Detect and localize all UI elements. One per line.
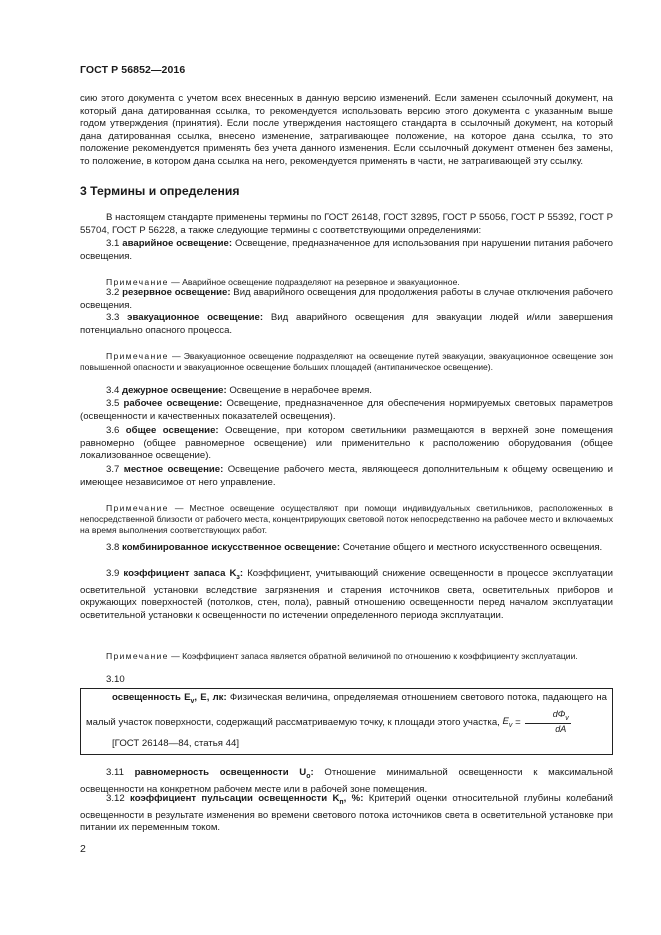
term-name: рабочее освещение: [123, 398, 223, 409]
term-3-8 [80, 542, 613, 555]
term-number: 3.12 [106, 793, 125, 804]
term-name: равномерность освещенности U [134, 767, 307, 778]
term-source: [ГОСТ 26148—84, статья 44] [112, 738, 239, 750]
term-name: коэффициент запаса K [123, 568, 237, 579]
term-3-3 [80, 312, 613, 337]
note-3-7 [80, 494, 613, 545]
note-text: — Коэффициент запаса является обратной величиной по отношению к коэффициенту эксплуатации. [171, 650, 578, 661]
note-3-3 [80, 342, 613, 382]
term-number: 3.7 [106, 464, 120, 475]
term-colon: , %: [343, 793, 364, 804]
term-3-7 [80, 464, 613, 489]
term-name: резервное освещение: [122, 287, 231, 298]
term-subscript: п [339, 798, 344, 806]
term-definition: Критерий оценки относительной глубины колебаний освещенности в результате изменения во времени светового потока источников света в осветительной установке при питании их переменным током. [80, 793, 613, 834]
intro-paragraph-block [80, 93, 613, 169]
note-3-9 [80, 642, 613, 671]
term-definition: Сочетание общего и местного искусственного освещения. [342, 542, 603, 553]
formula-denominator: dA [555, 724, 567, 735]
note-text: — Эвакуационное освещение подразделяют на освещение путей эвакуации, эвакуационное освещение зон повышенной опасности и эвакуационное освещение больших площадей (антипаническое освещение). [80, 350, 613, 372]
term-definition: Коэффициент, учитывающий снижение освещенности в процессе эксплуатации осветительной установки вследствие загрязнения и старения источников света, осветительных приборов и окружающих поверхностей (потолков, стен, пола), равный отношению освещенности перед началом эксплуатации осветительной установки к освещенности по истечении определенного периода эксплуатации. [80, 568, 613, 621]
term-number: 3.1 [106, 238, 120, 249]
note-label: Примечание [106, 650, 169, 661]
term-subscript: з [236, 573, 240, 581]
term-name-suffix: , E, лк: [194, 692, 227, 703]
document-code-header: ГОСТ Р 56852—2016 [80, 64, 186, 76]
term-number: 3.10 [106, 674, 125, 685]
formula-subscript: v [508, 722, 513, 730]
formula-symbol: E [502, 716, 509, 728]
term-definition: Освещение в нерабочее время. [229, 385, 372, 396]
intro-paragraph: сию этого документа с учетом всех внесенных в данную версию изменений. Если заменен ссылочный документ, на который дана датированная ссылка, то рекомендуется использовать версию этого документа с указанным выше годом утверждения (принятия). Если после утверждения настоящего стандарта в ссылочный документ, на который дана датированная ссылка, внесено изменение, затрагивающее положение, на которое дана ссылка, то это положение рекомендуется применять без учета данного изменения. Если ссылочный документ отменен без замены, то положение, в котором дана ссылка на него, рекомендуется применять в части, не затрагивающей эту ссылку. [80, 93, 613, 167]
term-name: освещенность E [112, 692, 191, 703]
term-3-11 [80, 767, 613, 796]
term-3-6 [80, 425, 613, 463]
formula-numerator: dΦ [552, 708, 566, 719]
term-name: коэффициент пульсации освещенности K [130, 793, 340, 804]
term-definition: Вид аварийного освещения для эвакуации людей и/или завершения потенциально опасного процесса. [80, 312, 613, 336]
term-name: дежурное освещение: [122, 385, 227, 396]
term-3-2 [80, 287, 613, 312]
page-number: 2 [80, 843, 86, 855]
term-number: 3.8 [106, 542, 120, 553]
section-heading-block [80, 184, 613, 198]
formula-lhs [502, 716, 513, 730]
term-name: местное освещение: [123, 464, 224, 475]
term-3-12 [80, 793, 613, 835]
term-definition: Физическая величина, определяемая отношением светового потока, падающего на малый участок поверхности, содержащий рассматриваемую точку, к площади этого участка, [86, 692, 608, 728]
term-3-9 [80, 568, 613, 622]
note-label: Примечание [106, 350, 169, 361]
term-definition: Освещение рабочего места, являющееся дополнительным к общему освещению и имеющее независимое от него управление. [80, 464, 613, 488]
term-3-4 [80, 385, 613, 398]
term-number: 3.3 [106, 312, 120, 323]
term-3-10-number-block [80, 674, 613, 687]
lead-paragraph: В настоящем стандарте применены термины по ГОСТ 26148, ГОСТ 32895, ГОСТ Р 55056, ГОСТ Р 55392, ГОСТ Р 55704, ГОСТ Р 56228, а также следующие термины с соответствующими определениями: [80, 212, 613, 236]
term-name: комбинированное искусственное освещение: [122, 542, 341, 553]
note-label: Примечание [106, 502, 169, 513]
term-number: 3.4 [106, 385, 120, 396]
term-colon: : [310, 767, 314, 778]
term-definition: Освещение, предназначенное для обеспечения нормируемых световых параметров (освещенности и качественных показателей освещения). [80, 398, 613, 422]
term-number: 3.2 [106, 287, 120, 298]
term-number: 3.9 [106, 568, 120, 579]
term-number: 3.6 [106, 425, 120, 436]
term-number: 3.5 [106, 398, 120, 409]
note-text: — Местное освещение осуществляют при помощи индивидуальных светильников, расположенных в непосредственной близости от рабочего места, концентрирующих световой поток непосредственно на рабочее место и включаемых на время выполнения соответствующих работ. [80, 502, 613, 536]
term-3-5 [80, 398, 613, 423]
note-text: — Аварийное освещение подразделяют на резервное и эвакуационное. [171, 276, 460, 287]
term-3-10-box [80, 688, 613, 755]
term-definition: Вид аварийного освещения для продолжения работы в случае отключения рабочего освещения. [80, 287, 613, 311]
formula-numerator-subscript: v [565, 714, 569, 722]
term-colon: : [239, 568, 244, 579]
section-title: 3 Термины и определения [80, 184, 240, 198]
term-definition: Освещение, при котором светильники размещаются в верхней зоне помещения равномерно (общее равномерное освещение) или применительно к расположению оборудования (общее локализованное освещение). [80, 425, 613, 462]
term-definition: Отношение минимальной освещенности к максимальной освещенности на конкретном рабочем месте или в рабочей зоне помещения. [80, 767, 614, 795]
formula-fraction [525, 709, 571, 736]
term-name: эвакуационное освещение: [127, 312, 264, 323]
term-subscript: o [306, 772, 311, 780]
term-name: аварийное освещение: [122, 238, 233, 249]
term-name: общее освещение: [125, 425, 219, 436]
lead-paragraph-block [80, 212, 613, 237]
note-label: Примечание [106, 276, 169, 287]
term-3-1 [80, 238, 613, 263]
term-number: 3.11 [106, 767, 124, 778]
formula-equals: = [515, 716, 521, 728]
term-definition: Освещение, предназначенное для использования при нарушении питания рабочего освещения. [80, 238, 613, 262]
term-subscript: v [190, 697, 195, 705]
